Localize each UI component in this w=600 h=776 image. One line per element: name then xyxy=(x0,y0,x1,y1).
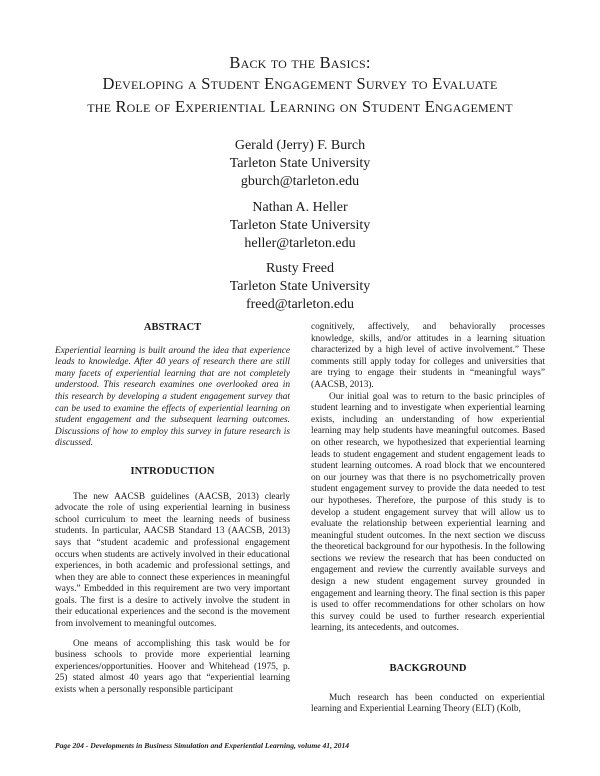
introduction-paragraph-1: The new AACSB guidelines (AACSB, 2013) clearly advocate the role of using experiential learning in business school curriculum to meet the learning needs of business students. In particular, AACSB Standard 13 (AACSB, 2013) says that “student academic and professional engagement occurs when students are actively involved in their educational experiences, in both academic and professional settings, and when they are able to connect these experiences in meaningful ways.” Embedded in this requirement are two very important goals. The first is a desire to actively involve the student in their educational experiences and the second is the movement from involvement to meaningful outcomes. xyxy=(55,491,290,630)
author-name: Gerald (Jerry) F. Burch xyxy=(234,138,366,153)
author-affiliation: Tarleton State University xyxy=(229,156,371,171)
introduction-paragraph-3: Our initial goal was to return to the basic principles of student learning and to investigate when experiential learning exists, including an understanding of how experiential learning may help students have meaningful outcomes. Based on other research, we hypothesized that experiential learning leads to student engagement and student engagement leads to student learning outcomes. A road block that we encountered on our journey was that there is no psychometrically proven student engagement survey to provide the data needed to test our hypotheses. Therefore, the purpose of this study is to develop a student engagement survey that will allow us to evaluate the relationship between experiential learning and meaningful student outcomes. In the next section we discuss the theoretical background for our hypothesis. In the following sections we review the research that has been conducted on engagement and review the currently available surveys and design a new student engagement survey grounded in engagement and learning theory. The final section is this paper is used to offer recommendations for other scholars on how this survey could be used to further research experiential learning, its antecedents, and outcomes. xyxy=(311,391,545,634)
introduction-heading: INTRODUCTION xyxy=(130,465,215,477)
abstract-heading: ABSTRACT xyxy=(143,322,202,333)
page-footer: Page 204 - Developments in Business Simulation and Experiential Learning, volume 41, 2014 xyxy=(55,741,350,750)
paper-title-line-3: the Role of Experiential Learning on Student Engagement xyxy=(87,97,513,116)
introduction-paragraph-2-continued: cognitively, affectively, and behaviorally processes knowledge, skills, and/or attitudes in a learning situation characterized by a high level of active involvement.” These comments still apply today for colleges and universities that are trying to engage their students in “meaningful ways” (AACSB, 2013). xyxy=(311,322,545,390)
author-block-1 xyxy=(150,137,450,191)
right-column xyxy=(311,322,545,716)
author-affiliation: Tarleton State University xyxy=(229,218,371,233)
paper-title-line-2: Developing a Student Engagement Survey to Evaluate xyxy=(102,74,498,93)
author-name: Nathan A. Heller xyxy=(252,200,348,215)
author-email: freed@tarleton.edu xyxy=(245,297,355,312)
left-column xyxy=(55,322,290,697)
background-heading: BACKGROUND xyxy=(389,663,467,675)
introduction-paragraph-2: One means of accomplishing this task would be for business schools to provide more experiential learning experiences/opportunities. Hoover and Whitehead (1975, p. 25) stated almost 40 years ago that “experiential learning exists when a personally responsible participant xyxy=(55,638,290,696)
abstract-text: Experiential learning is built around the idea that experience leads to knowledge. After 40 years of research there are still many facets of experiential learning that are not completely understood. This research examines one overlooked area in this research by developing a student engagement survey that can be used to examine the effects of experiential learning on student engagement and the subsequent learning outcomes. Discussions of how to employ this survey in future research is discussed. xyxy=(55,345,290,449)
author-block-3 xyxy=(150,260,450,314)
author-block-2 xyxy=(150,199,450,253)
author-name: Rusty Freed xyxy=(265,261,335,276)
paper-title-line-1: Back to the Basics: xyxy=(229,53,371,72)
author-email: heller@tarleton.edu xyxy=(244,236,356,251)
background-paragraph-1: Much research has been conducted on experiential learning and Experiential Learning Theory (ELT) (Kolb, xyxy=(311,692,545,715)
author-email: gburch@tarleton.edu xyxy=(240,174,360,189)
author-affiliation: Tarleton State University xyxy=(229,279,371,294)
